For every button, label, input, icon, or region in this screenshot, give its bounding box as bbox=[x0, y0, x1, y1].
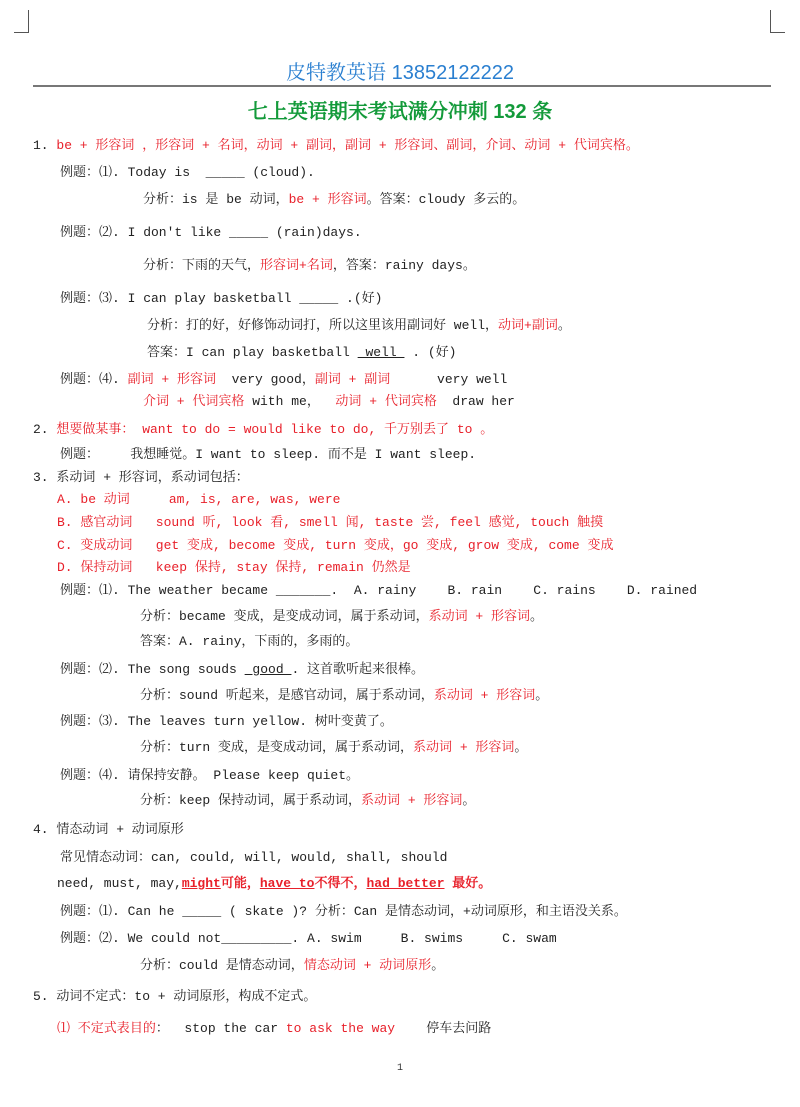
highlight-text: 介词 + 代词宾格 bbox=[143, 394, 245, 409]
highlight-text: ⑴ 不定式表 bbox=[57, 1021, 130, 1036]
text-line bbox=[140, 792, 475, 810]
highlight-text: 动词+副词 bbox=[498, 318, 558, 333]
text-line bbox=[60, 224, 362, 242]
text-segment: 例题：⑴. The weather became _______. A. rainy B. rain C. rains D. rained bbox=[60, 583, 698, 598]
text-line bbox=[57, 1020, 491, 1038]
text-line bbox=[57, 514, 603, 532]
text-line bbox=[33, 821, 184, 839]
text-line bbox=[60, 713, 393, 731]
text-segment: 4. 情态动词 + 动词原形 bbox=[33, 822, 184, 837]
text-segment: 例题：⑷. bbox=[60, 372, 128, 387]
highlight-text: 系动词 + 形容词 bbox=[433, 688, 536, 703]
text-line bbox=[33, 421, 493, 439]
text-segment: 分析：下雨的天气， bbox=[143, 258, 261, 273]
highlight-text: had better bbox=[366, 876, 445, 891]
text-segment: 分析：could 是情态动词， bbox=[140, 958, 304, 973]
highlight-text: 目的 bbox=[129, 1021, 156, 1036]
text-segment: ，答案：rainy days。 bbox=[332, 258, 476, 273]
text-segment: 例题：⑴. Today is _____ (cloud). bbox=[60, 165, 315, 180]
text-line bbox=[33, 137, 639, 155]
highlight-text: 情态动词 + 动词原形 bbox=[303, 958, 432, 973]
text-segment: draw her bbox=[436, 394, 515, 409]
highlight-text: 系动词 + 形容词 bbox=[413, 740, 515, 755]
text-segment: 分析：is 是 be 动词， bbox=[143, 192, 289, 207]
highlight-text: be + 形容词 bbox=[288, 192, 367, 207]
text-segment: very good， bbox=[216, 372, 315, 387]
highlight-text: 系动词 + 形容词 bbox=[428, 609, 531, 624]
highlight-text: 不得不， bbox=[314, 876, 367, 891]
text-segment: good bbox=[244, 662, 292, 677]
text-segment: 。 bbox=[462, 793, 476, 808]
highlight-text: 形容词+名词 bbox=[260, 258, 333, 273]
highlight-text: 可能， bbox=[220, 876, 260, 891]
text-line bbox=[60, 290, 382, 308]
highlight-text: 动词 + 代词宾格 bbox=[335, 394, 437, 409]
page-number: 1 bbox=[396, 1063, 403, 1074]
text-line bbox=[57, 537, 613, 555]
text-line bbox=[140, 633, 358, 651]
text-line bbox=[147, 317, 571, 335]
text-segment: 例题：⑶. I can play basketball _____ .(好) bbox=[60, 291, 383, 306]
highlight-text: 副词 + 副词 bbox=[314, 372, 391, 387]
highlight-text: have to bbox=[259, 876, 315, 891]
highlight-text: 系动词 + 形容词 bbox=[361, 793, 463, 808]
highlight-text: C. 变成动词 get 变成, become 变成, turn 变成，go 变成, grow 变成, come 变成 bbox=[57, 538, 614, 553]
highlight-text: A. be 动词 am, is, are, was, were bbox=[57, 492, 341, 507]
text-segment: 例题：⑵. I don't like _____ (rain)days. bbox=[60, 225, 362, 240]
text-segment: . 这首歌听起来很棒。 bbox=[291, 662, 425, 677]
text-segment: 。 bbox=[514, 740, 528, 755]
text-line bbox=[60, 903, 627, 921]
text-segment: 。 bbox=[530, 609, 544, 624]
highlight-text: to ask the way bbox=[285, 1021, 396, 1036]
text-line bbox=[60, 582, 697, 600]
text-line bbox=[60, 371, 507, 389]
crop-mark-right bbox=[770, 10, 785, 33]
text-line bbox=[140, 957, 444, 975]
text-segment: 例题：⑶. The leaves turn yellow. 树叶变黄了。 bbox=[60, 714, 393, 729]
text-line bbox=[57, 491, 340, 509]
text-segment: 分析：became 变成，是变成动词，属于系动词， bbox=[140, 609, 429, 624]
text-segment: ： stop the car bbox=[155, 1021, 286, 1036]
text-line bbox=[57, 875, 491, 893]
text-line bbox=[60, 164, 315, 182]
text-segment: 答案：A. rainy，下雨的，多雨的。 bbox=[140, 634, 359, 649]
text-segment: 。答案：cloudy 多云的。 bbox=[366, 192, 526, 207]
text-segment: 。 bbox=[431, 958, 445, 973]
text-segment: 3. 系动词 + 形容词，系动词包括： bbox=[33, 470, 249, 485]
crop-mark-left bbox=[14, 10, 29, 33]
text-segment: 分析：sound 听起来，是感官动词，属于系动词， bbox=[140, 688, 434, 703]
text-segment: need, must, may, bbox=[57, 876, 182, 891]
text-segment: 分析：turn 变成，是变成动词，属于系动词， bbox=[140, 740, 414, 755]
text-segment: 常见情态动词：can, could, will, would, shall, should bbox=[60, 850, 448, 865]
highlight-text: B. 感官动词 sound 听, look 看, smell 闻, taste 尝, feel 感觉, touch 触摸 bbox=[57, 515, 604, 530]
text-line bbox=[60, 661, 424, 679]
text-line bbox=[140, 739, 527, 757]
text-segment: 例题：⑷. 请保持安静。 Please keep quiet。 bbox=[60, 768, 360, 783]
text-line bbox=[60, 767, 359, 785]
text-segment: well bbox=[357, 345, 405, 360]
text-segment: 。 bbox=[535, 688, 549, 703]
text-line bbox=[143, 393, 515, 411]
text-segment: 例题：⑵. We could not_________. A. swim B. swims C. swam bbox=[60, 931, 557, 946]
highlight-text: D. 保持动词 keep 保持, stay 保持, remain 仍然是 bbox=[57, 560, 411, 575]
text-segment: 例题：⑴. Can he _____ ( skate )? 分析：Can 是情态动词，+动词原形，和主语没关系。 bbox=[60, 904, 627, 919]
header-rule bbox=[33, 85, 771, 87]
highlight-text: 想要做某事： want to do = would like to do, 千万别丢了 to 。 bbox=[56, 422, 494, 437]
text-segment: 例题：⑵. The song souds bbox=[60, 662, 245, 677]
text-line bbox=[140, 608, 543, 626]
highlight-text: be + 形容词 ，形容词 + 名词，动词 + 副词，副词 + 形容词、副词，介词、动词 + 代词宾格。 bbox=[56, 138, 639, 153]
text-segment: 。 bbox=[557, 318, 571, 333]
highlight-text: 最好。 bbox=[444, 876, 492, 891]
text-segment: with me， bbox=[244, 394, 336, 409]
text-segment: 2. bbox=[33, 422, 57, 437]
text-segment: 分析：keep 保持动词，属于系动词， bbox=[140, 793, 362, 808]
text-line bbox=[60, 849, 447, 867]
text-line bbox=[33, 988, 316, 1006]
text-segment: . (好) bbox=[404, 345, 457, 360]
header-brand: 皮特教英语 13852122222 bbox=[286, 62, 514, 84]
text-line bbox=[33, 469, 249, 487]
text-line bbox=[57, 559, 411, 577]
text-segment: 1. bbox=[33, 138, 57, 153]
text-line bbox=[147, 344, 456, 362]
text-segment: 5. 动词不定式：to + 动词原形，构成不定式。 bbox=[33, 989, 317, 1004]
text-segment: 例题： 我想睡觉。I want to sleep. 而不是 I want sleep. bbox=[60, 447, 477, 462]
highlight-text: might bbox=[181, 876, 221, 891]
highlight-text: 副词 + 形容词 bbox=[127, 372, 217, 387]
text-segment: 分析：打的好，好修饰动词打，所以这里该用副词好 well， bbox=[147, 318, 499, 333]
text-line bbox=[60, 930, 557, 948]
text-line bbox=[143, 257, 476, 275]
text-line bbox=[60, 446, 476, 464]
page-title: 七上英语期末考试满分冲刺 132 条 bbox=[247, 101, 553, 123]
text-line bbox=[143, 191, 525, 209]
text-line bbox=[140, 687, 548, 705]
text-segment: very well bbox=[390, 372, 508, 387]
text-segment: 停车去问路 bbox=[395, 1021, 492, 1036]
text-segment: 答案：I can play basketball bbox=[147, 345, 358, 360]
